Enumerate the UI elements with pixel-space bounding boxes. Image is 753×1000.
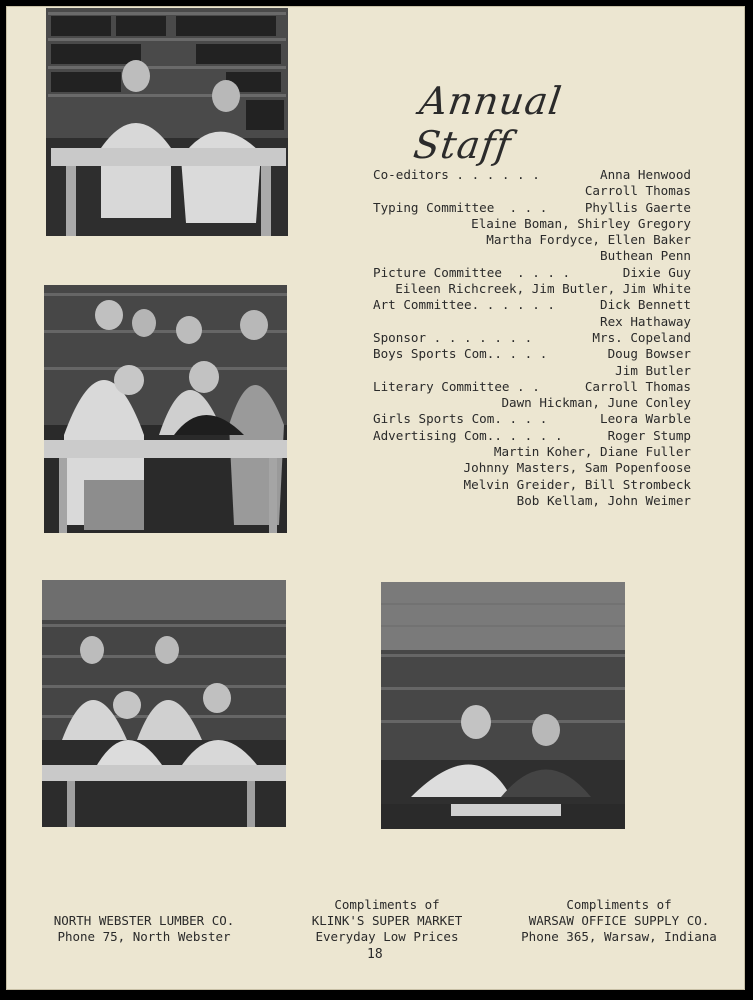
staff-names: Doug Bowser <box>607 346 691 362</box>
staff-line <box>373 314 691 330</box>
photo-picture-committee-group <box>44 285 287 533</box>
staff-names: Carroll Thomas <box>584 183 691 199</box>
staff-line <box>373 281 691 297</box>
footer-ad-center-line2: KLINK'S SUPER MARKET <box>311 913 463 928</box>
staff-names: Martin Koher, Diane Fuller <box>493 444 691 460</box>
page-number: 18 <box>367 947 383 962</box>
staff-line <box>373 460 691 476</box>
staff-names: Bob Kellam, John Weimer <box>516 492 691 508</box>
staff-line <box>373 477 691 493</box>
staff-names: Anna Henwood <box>600 167 691 182</box>
staff-line <box>373 379 691 395</box>
staff-names: Elaine Boman, Shirley Gregory <box>471 215 691 231</box>
staff-names: Martha Fordyce, Ellen Baker <box>486 232 691 248</box>
staff-line <box>373 444 691 460</box>
footer-ad-left <box>19 897 269 945</box>
staff-line <box>373 200 691 216</box>
staff-names: Phyllis Gaerte <box>584 199 691 215</box>
footer-ad-right-line2: WARSAW OFFICE SUPPLY CO. <box>528 913 710 928</box>
staff-names: Dawn Hickman, June Conley <box>501 395 691 411</box>
footer-ad-left-line1 <box>19 897 269 913</box>
page-title: Annual Staff <box>410 79 565 167</box>
staff-line <box>373 395 691 411</box>
staff-line <box>373 167 691 183</box>
staff-names: Carroll Thomas <box>584 378 691 394</box>
staff-names: Melvin Greider, Bill Strombeck <box>463 476 691 492</box>
staff-line <box>373 346 691 362</box>
staff-role: Girls Sports Com. . . . <box>373 411 548 427</box>
staff-list <box>373 167 691 509</box>
staff-names: Dick Bennett <box>600 297 691 313</box>
staff-line <box>373 493 691 509</box>
staff-names: Jim Butler <box>615 362 691 378</box>
staff-names: Johnny Masters, Sam Popenfoose <box>463 460 691 476</box>
staff-role: Boys Sports Com.. . . . <box>373 346 548 362</box>
staff-line <box>373 363 691 379</box>
footer-ad-center-line1: Compliments of <box>334 897 440 912</box>
staff-role: Picture Committee . . . . <box>373 264 571 280</box>
staff-role: Sponsor . . . . . . . <box>373 329 533 345</box>
staff-role: Art Committee. . . . . . <box>373 297 555 313</box>
yearbook-page <box>6 6 745 990</box>
staff-names: Rex Hathaway <box>600 313 691 329</box>
staff-line <box>373 216 691 232</box>
footer-ad-right <box>499 897 739 945</box>
staff-role: Literary Committee . . <box>373 378 540 394</box>
staff-line <box>373 297 691 313</box>
staff-line <box>373 330 691 346</box>
footer-ad-right-line1: Compliments of <box>566 897 672 912</box>
staff-names: Leora Warble <box>600 411 691 427</box>
staff-names: Eileen Richcreek, Jim Butler, Jim White <box>395 281 691 297</box>
staff-line <box>373 428 691 444</box>
staff-names: Roger Stump <box>607 427 691 443</box>
staff-role: Typing Committee . . . <box>373 199 548 215</box>
staff-line <box>373 183 691 199</box>
footer-ad-center-line3: Everyday Low Prices <box>315 929 459 944</box>
staff-role: Co-editors . . . . . . <box>373 167 540 182</box>
footer-ad-left-line3: Phone 75, North Webster <box>57 929 231 944</box>
staff-role: Advertising Com.. . . . . <box>373 427 563 443</box>
staff-names: Dixie Guy <box>622 264 691 280</box>
footer-ad-right-line3: Phone 365, Warsaw, Indiana <box>521 929 717 944</box>
staff-line <box>373 265 691 281</box>
footer-ad-left-line2: NORTH WEBSTER LUMBER CO. <box>53 913 235 928</box>
photo-two-boys-reading <box>381 582 625 829</box>
staff-names: Mrs. Copeland <box>592 329 691 345</box>
photo-four-students-at-table <box>42 580 286 827</box>
photo-two-students-reading <box>46 8 288 236</box>
staff-line <box>373 248 691 264</box>
footer-ad-center <box>277 897 497 945</box>
staff-names: Buthean Penn <box>600 248 691 264</box>
staff-line <box>373 411 691 427</box>
staff-line <box>373 232 691 248</box>
